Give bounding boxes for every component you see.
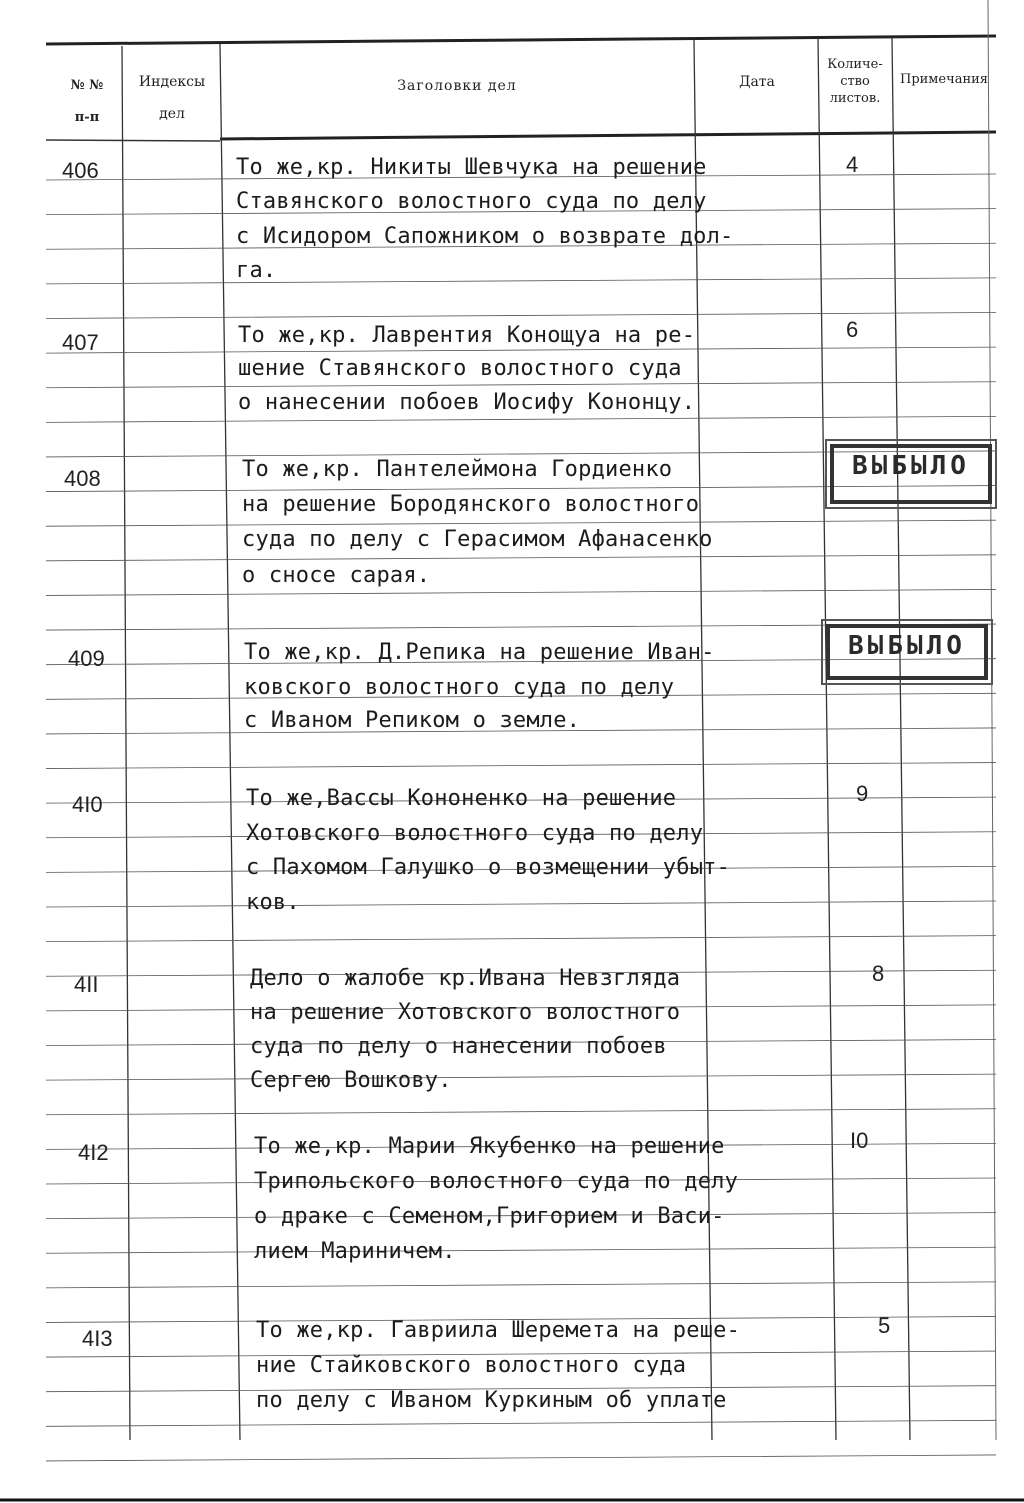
withdrawn-stamp: ВЫБЫЛО <box>826 624 988 680</box>
title-line: о драке с Семеном,Григорием и Васи- <box>254 1204 725 1229</box>
row-number: 4I0 <box>72 792 103 817</box>
row-number: 409 <box>68 646 105 671</box>
withdrawn-stamp: ВЫБЫЛО <box>830 444 992 504</box>
title-line: с Исидором Сапожником о возврате дол- <box>236 224 734 249</box>
header-date: Дата <box>739 74 775 90</box>
title-line: лием Мариничем. <box>254 1239 456 1264</box>
title-line: ковского волостного суда по делу <box>244 675 675 700</box>
sheet-count: 8 <box>872 961 885 986</box>
ledger-line <box>46 520 996 526</box>
title-line: о сносе сарая. <box>242 563 431 588</box>
ledger-line <box>46 1282 996 1288</box>
title-line: шение Ставянского волостного суда <box>238 356 682 381</box>
column-rule <box>892 38 910 1440</box>
ledger-line <box>46 1109 996 1115</box>
title-line: на решение Бородянского волостного <box>242 492 700 517</box>
header-top-rule <box>46 36 996 44</box>
header-num-line2: п-п <box>74 110 100 125</box>
title-line: о нанесении побоев Иосифу Кононцу. <box>238 390 696 415</box>
title-line: Дело о жалобе кр.Ивана Невзгляда <box>250 966 681 991</box>
title-line: ние Стайковского волостного суда <box>256 1353 687 1378</box>
header-count-line2: ство <box>840 74 870 89</box>
column-rule <box>694 40 712 1440</box>
title-line: с Пахомом Галушко о возмещении убыт- <box>246 855 731 880</box>
header-num <box>52 70 122 134</box>
title-line: Сергею Вошкову. <box>250 1068 452 1093</box>
column-rule <box>122 46 130 1440</box>
title-line: суда по делу о нанесении побоев <box>250 1034 667 1059</box>
header-count-line3: листов. <box>829 91 881 106</box>
header-num-line1: № № <box>70 78 104 93</box>
row-number: 4I3 <box>82 1326 113 1351</box>
ledger-line <box>46 347 996 353</box>
title-line: То же,кр. Д.Репика на решение Иван- <box>244 640 715 665</box>
header-count <box>818 56 892 107</box>
column-rule <box>988 0 996 1440</box>
sheet-count: 5 <box>878 1313 891 1338</box>
header-bottom-rule <box>46 140 220 141</box>
header-title: Заголовки дел <box>397 78 517 94</box>
title-line: Трипольского волостного суда по делу <box>254 1169 739 1194</box>
sheet-count: 9 <box>856 781 869 806</box>
column-rule <box>818 38 836 1440</box>
ledger-line <box>46 763 996 769</box>
ledger-line <box>46 278 996 284</box>
ledger-line <box>46 1247 996 1253</box>
title-line: Хотовского волостного суда по делу <box>246 821 704 846</box>
title-line: То же,кр. Гавриила Шеремета на реше- <box>256 1318 741 1343</box>
header-note: Примечания <box>899 72 988 87</box>
ledger-line <box>46 1074 996 1080</box>
title-line: ков. <box>246 890 300 915</box>
ledger-line <box>46 589 996 595</box>
sheet-count: 4 <box>846 152 859 177</box>
header-bottom-rule <box>220 132 996 139</box>
title-line: суда по делу с Герасимом Афанасенко <box>242 527 713 552</box>
row-number: 408 <box>64 466 101 491</box>
row-number: 4I2 <box>78 1140 109 1165</box>
row-number: 407 <box>62 330 99 355</box>
ledger-line <box>46 901 996 907</box>
row-number: 406 <box>62 158 99 183</box>
title-line: га. <box>236 258 277 283</box>
title-line: Ставянского волостного суда по делу <box>236 189 707 214</box>
sheet-count: I0 <box>850 1128 869 1153</box>
title-line: То же,Вассы Кононенко на решение <box>246 786 677 811</box>
title-line: То же,кр. Никиты Шевчука на решение <box>236 155 707 180</box>
ledger-line <box>46 936 996 942</box>
row-number: 4II <box>74 972 99 997</box>
header-index-line2: дел <box>159 106 185 122</box>
title-line: по делу с Иваном Куркиным об уплате <box>256 1388 727 1413</box>
sheet-count: 6 <box>846 317 859 342</box>
ledger-line <box>46 382 996 388</box>
ledger-line <box>46 416 996 422</box>
title-line: на решение Хотовского волостного <box>250 1000 681 1025</box>
column-rule <box>220 44 240 1440</box>
header-index <box>126 66 218 130</box>
title-line: То же,кр. Лаврентия Конощуа на ре- <box>238 323 696 348</box>
title-line: То же,кр. Марии Якубенко на решение <box>254 1134 725 1159</box>
title-line: с Иваном Репиком о земле. <box>244 708 581 733</box>
header-index-line1: Индексы <box>138 74 206 90</box>
title-line: То же,кр. Пантелеймона Гордиенко <box>242 457 673 482</box>
header-count-line1: Количе- <box>827 57 883 72</box>
ledger-line <box>46 555 996 561</box>
ledger-line <box>46 1455 996 1461</box>
ledger-line <box>46 1420 996 1426</box>
